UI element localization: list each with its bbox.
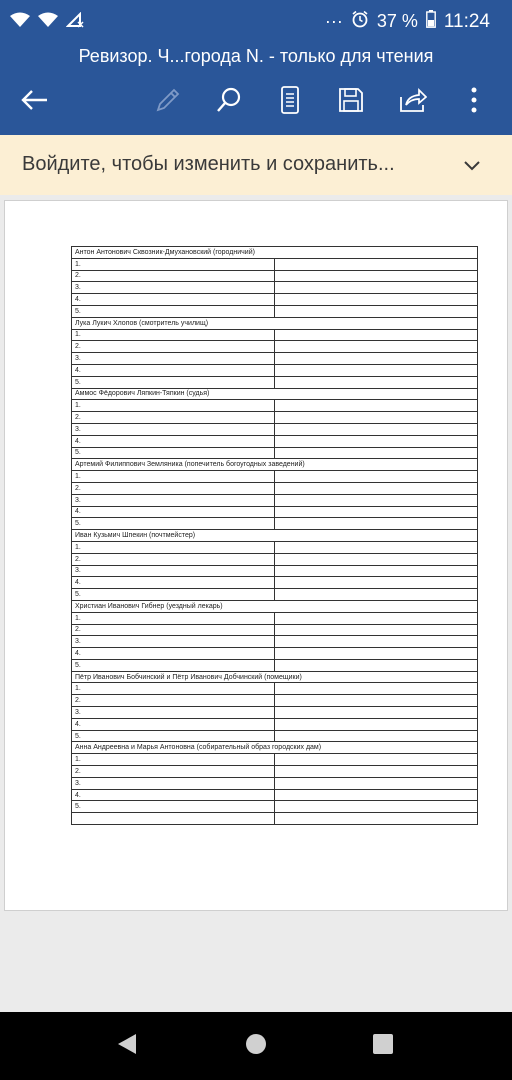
table-row bbox=[72, 305, 478, 317]
row-entry bbox=[275, 577, 478, 589]
table-row bbox=[72, 718, 478, 730]
table-row bbox=[72, 494, 478, 506]
row-number: 2. bbox=[72, 341, 275, 353]
row-entry bbox=[275, 518, 478, 530]
row-number: 5. bbox=[72, 305, 275, 317]
search-icon bbox=[215, 86, 243, 119]
row-entry bbox=[275, 789, 478, 801]
row-entry bbox=[275, 766, 478, 778]
pencil-icon bbox=[155, 87, 181, 118]
row-number: 1. bbox=[72, 754, 275, 766]
table-row bbox=[72, 435, 478, 447]
table-row bbox=[72, 341, 478, 353]
document-viewport[interactable] bbox=[0, 195, 512, 1012]
table-row bbox=[72, 282, 478, 294]
more-options-button[interactable] bbox=[454, 84, 494, 120]
share-icon bbox=[399, 87, 427, 118]
nav-back-button[interactable] bbox=[113, 1032, 141, 1060]
table-row bbox=[72, 541, 478, 553]
row-number: 5. bbox=[72, 376, 275, 388]
row-entry bbox=[275, 553, 478, 565]
app-header bbox=[0, 0, 512, 135]
notification-overflow: ··· bbox=[324, 11, 343, 31]
table-row bbox=[72, 754, 478, 766]
character-heading: Артемий Филиппович Земляника (попечитель богоугодных заведений) bbox=[72, 459, 478, 471]
row-number: 1. bbox=[72, 683, 275, 695]
table-row bbox=[72, 766, 478, 778]
reading-view-icon bbox=[280, 86, 300, 119]
table-row bbox=[72, 530, 478, 542]
table-row bbox=[72, 412, 478, 424]
row-number: 5. bbox=[72, 518, 275, 530]
row-entry bbox=[275, 270, 478, 282]
table-row bbox=[72, 364, 478, 376]
alarm-icon bbox=[351, 10, 369, 33]
back-button[interactable] bbox=[14, 84, 54, 120]
row-entry bbox=[275, 258, 478, 270]
document-page bbox=[4, 200, 508, 911]
row-number: 3. bbox=[72, 636, 275, 648]
table-row bbox=[72, 482, 478, 494]
table-row bbox=[72, 329, 478, 341]
table-row bbox=[72, 447, 478, 459]
character-table bbox=[71, 246, 478, 825]
row-number: 2. bbox=[72, 766, 275, 778]
character-heading: Лука Лукич Хлопов (смотритель училищ) bbox=[72, 317, 478, 329]
table-row bbox=[72, 400, 478, 412]
table-row bbox=[72, 683, 478, 695]
search-button[interactable] bbox=[209, 84, 249, 120]
row-entry bbox=[275, 376, 478, 388]
row-entry bbox=[275, 305, 478, 317]
table-row bbox=[72, 707, 478, 719]
row-entry bbox=[275, 494, 478, 506]
row-entry bbox=[275, 730, 478, 742]
table-row bbox=[72, 577, 478, 589]
sign-in-banner[interactable] bbox=[0, 135, 512, 195]
row-number: 4. bbox=[72, 718, 275, 730]
table-row bbox=[72, 423, 478, 435]
row-number: 3. bbox=[72, 423, 275, 435]
table-row bbox=[72, 742, 478, 754]
mobile-data-off-icon bbox=[66, 12, 84, 33]
row-number: 3. bbox=[72, 494, 275, 506]
row-number: 4. bbox=[72, 577, 275, 589]
row-entry bbox=[275, 683, 478, 695]
row-entry bbox=[275, 412, 478, 424]
row-number: 5. bbox=[72, 801, 275, 813]
clock: 11:24 bbox=[443, 10, 490, 32]
row-number: 3. bbox=[72, 707, 275, 719]
row-number: 4. bbox=[72, 789, 275, 801]
more-vertical-icon bbox=[470, 87, 478, 118]
row-entry bbox=[275, 612, 478, 624]
battery-icon bbox=[426, 10, 436, 33]
table-row bbox=[72, 636, 478, 648]
character-heading: Антон Антонович Сквозник-Дмухановский (городничий) bbox=[72, 247, 478, 259]
status-bar bbox=[0, 0, 512, 44]
character-heading: Пётр Иванович Бобчинский и Пётр Иванович Добчинский (помещики) bbox=[72, 671, 478, 683]
row-number: 2. bbox=[72, 412, 275, 424]
edit-button[interactable] bbox=[148, 84, 188, 120]
row-entry bbox=[275, 400, 478, 412]
row-number: 2. bbox=[72, 624, 275, 636]
row-number: 5. bbox=[72, 730, 275, 742]
save-button[interactable] bbox=[331, 84, 371, 120]
row-number: 5. bbox=[72, 589, 275, 601]
table-row bbox=[72, 600, 478, 612]
row-number: 1. bbox=[72, 612, 275, 624]
character-heading: Аммос Фёдорович Ляпкин-Тяпкин (судья) bbox=[72, 388, 478, 400]
row-number: 1. bbox=[72, 258, 275, 270]
toolbar bbox=[0, 80, 512, 124]
row-entry bbox=[275, 589, 478, 601]
nav-home-icon bbox=[245, 1033, 267, 1060]
row-entry bbox=[275, 353, 478, 365]
row-entry bbox=[275, 754, 478, 766]
row-entry bbox=[275, 282, 478, 294]
table-row bbox=[72, 258, 478, 270]
table-row bbox=[72, 589, 478, 601]
row-entry bbox=[275, 718, 478, 730]
row-entry bbox=[275, 541, 478, 553]
table-row bbox=[72, 553, 478, 565]
table-row bbox=[72, 671, 478, 683]
table-row bbox=[72, 506, 478, 518]
row-number: 3. bbox=[72, 777, 275, 789]
row-number: 4. bbox=[72, 364, 275, 376]
table-row bbox=[72, 471, 478, 483]
document-title: Ревизор. Ч...города N. - только для чтения bbox=[78, 46, 434, 66]
row-number: 3. bbox=[72, 565, 275, 577]
table-row bbox=[72, 695, 478, 707]
system-navigation-bar bbox=[0, 1012, 512, 1080]
row-number: 1. bbox=[72, 400, 275, 412]
row-number: 4. bbox=[72, 506, 275, 518]
row-entry bbox=[275, 423, 478, 435]
row-number: 1. bbox=[72, 329, 275, 341]
row-entry bbox=[275, 695, 478, 707]
table-row bbox=[72, 294, 478, 306]
row-entry bbox=[275, 506, 478, 518]
wifi-icon bbox=[38, 12, 58, 33]
row-entry bbox=[275, 482, 478, 494]
row-entry bbox=[275, 329, 478, 341]
row-number: 5. bbox=[72, 447, 275, 459]
row-entry bbox=[275, 341, 478, 353]
save-icon bbox=[338, 87, 364, 118]
table-row bbox=[72, 459, 478, 471]
table-row bbox=[72, 376, 478, 388]
back-arrow-icon bbox=[20, 89, 48, 116]
row-entry bbox=[275, 648, 478, 660]
row-number: 3. bbox=[72, 282, 275, 294]
table-row bbox=[72, 612, 478, 624]
table-row bbox=[72, 648, 478, 660]
row-entry bbox=[275, 636, 478, 648]
table-row bbox=[72, 247, 478, 259]
table-row bbox=[72, 624, 478, 636]
table-row bbox=[72, 518, 478, 530]
row-number: 2. bbox=[72, 270, 275, 282]
row-number: 1. bbox=[72, 471, 275, 483]
table-row bbox=[72, 659, 478, 671]
character-heading: Анна Андреевна и Марья Антоновна (собирательный образ городских дам) bbox=[72, 742, 478, 754]
row-entry bbox=[275, 364, 478, 376]
row-entry bbox=[275, 707, 478, 719]
table-row bbox=[72, 789, 478, 801]
table-row bbox=[72, 777, 478, 789]
row-entry bbox=[275, 777, 478, 789]
row-number: 4. bbox=[72, 648, 275, 660]
row-number: 4. bbox=[72, 435, 275, 447]
table-row bbox=[72, 565, 478, 577]
character-heading: Христиан Иванович Гибнер (уездный лекарь) bbox=[72, 600, 478, 612]
row-number: 1. bbox=[72, 541, 275, 553]
row-entry bbox=[275, 435, 478, 447]
table-row bbox=[72, 801, 478, 813]
row-number: 2. bbox=[72, 482, 275, 494]
nav-recents-button[interactable] bbox=[369, 1032, 397, 1060]
character-heading: Иван Кузьмич Шпекин (почтмейстер) bbox=[72, 530, 478, 542]
table-row bbox=[72, 317, 478, 329]
row-entry bbox=[275, 294, 478, 306]
row-number: 5. bbox=[72, 659, 275, 671]
row-entry bbox=[275, 801, 478, 813]
row-entry bbox=[275, 447, 478, 459]
table-row bbox=[72, 270, 478, 282]
row-number: 4. bbox=[72, 294, 275, 306]
row-entry bbox=[275, 813, 478, 825]
chevron-down-icon[interactable] bbox=[460, 153, 484, 177]
table-row bbox=[72, 730, 478, 742]
nav-home-button[interactable] bbox=[242, 1032, 270, 1060]
table-row bbox=[72, 353, 478, 365]
row-entry bbox=[275, 659, 478, 671]
row-number: 3. bbox=[72, 353, 275, 365]
row-number: 2. bbox=[72, 695, 275, 707]
sign-in-message: Войдите, чтобы изменить и сохранить... bbox=[22, 153, 395, 175]
row-number: 2. bbox=[72, 553, 275, 565]
share-button[interactable] bbox=[393, 84, 433, 120]
battery-percent: 37 % bbox=[376, 11, 418, 31]
table-row bbox=[72, 388, 478, 400]
row-number bbox=[72, 813, 275, 825]
table-row bbox=[72, 813, 478, 825]
row-entry bbox=[275, 624, 478, 636]
nav-recents-icon bbox=[372, 1033, 394, 1060]
reading-view-button[interactable] bbox=[270, 84, 310, 120]
wifi-icon bbox=[10, 12, 30, 33]
nav-back-icon bbox=[116, 1032, 138, 1061]
row-entry bbox=[275, 471, 478, 483]
row-entry bbox=[275, 565, 478, 577]
